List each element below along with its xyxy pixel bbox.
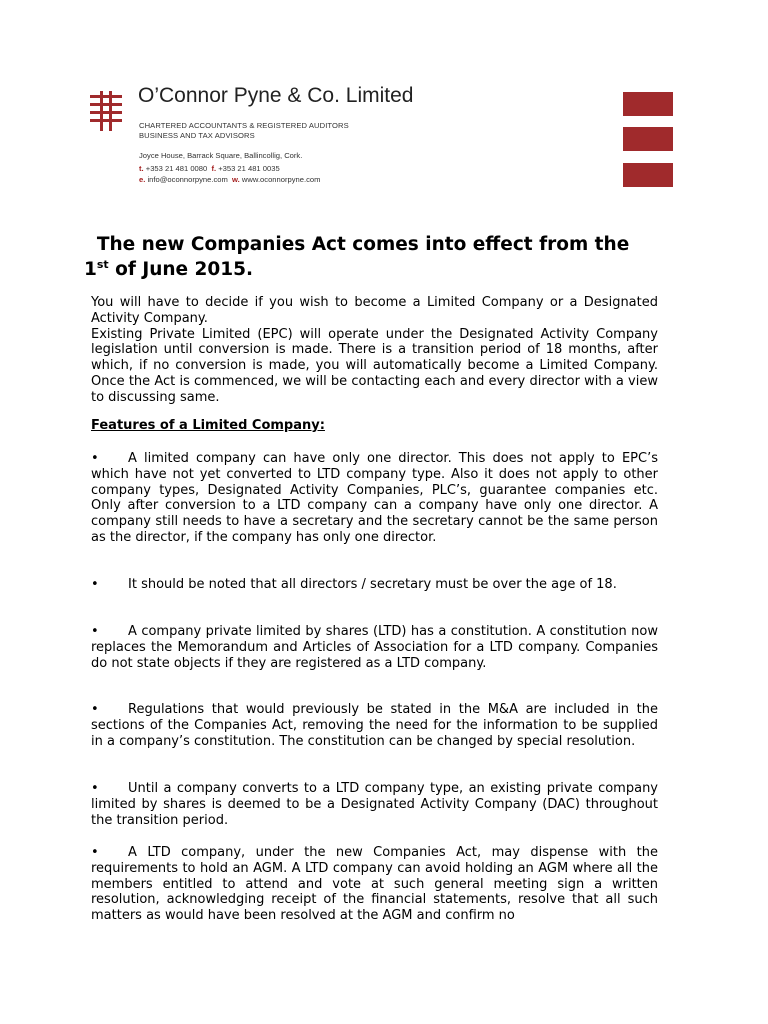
feature-text: A LTD company, under the new Companies Act, may dispense with the requirements to hold an AGM. A LTD company can avoid holding an AGM where all the members entitled to attend and vote at such general meeting sign a written resolution, acknowledging receipt of the financial statements, resolve that all such matters as would have been resolved at the AGM and confirm no [91, 845, 658, 924]
brand-square-top [623, 92, 673, 116]
phone-label: t. [139, 164, 144, 173]
web-label: w. [232, 175, 240, 184]
bullet-icon: • [91, 577, 99, 592]
feature-text: Regulations that would previously be stated in the M&A are included in the sections of the Companies Act, removing the need for the information to be supplied in a company’s constitution. The constitution can be changed by special resolution. [91, 702, 658, 749]
intro-paragraph-2: Existing Private Limited (EPC) will operate under the Designated Activity Company legislation until conversion is made. There is a transition period of 18 months, after which, if no conversion is made, you will automatically become a Limited Company. Once the Act is commenced, we will be contacting each and every director with a view to discussing same. [91, 326, 658, 405]
page-title [84, 232, 724, 282]
bullet-icon: • [91, 451, 99, 466]
feature-item [91, 781, 658, 828]
feature-item [91, 624, 658, 671]
email-label: e. [139, 175, 146, 184]
feature-text: A limited company can have only one director. This does not apply to EPC’s which have not yet converted to LTD company type. Also it does not apply to other company types, Designated Activity Companies, PLC’s, guarantee companies etc. Only after conversion to a LTD company can a company have only one director. A company still needs to have a secretary and the secretary cannot be the same person as the director, if the company has only one director. [91, 451, 658, 545]
feature-item [91, 577, 658, 593]
feature-item [91, 451, 658, 546]
bullet-icon: • [91, 702, 99, 717]
feature-text: A company private limited by shares (LTD) has a constitution. A constitution now replaces the Memorandum and Articles of Association for a LTD company. Companies do not state objects if they are registered as a LTD company. [91, 624, 658, 671]
email-link[interactable]: info@oconnorpyne.com [147, 175, 228, 184]
company-name: O’Connor Pyne & Co. Limited [138, 84, 414, 107]
bullet-icon: • [91, 624, 99, 639]
phone-fax-line [139, 164, 280, 173]
brand-square-bottom [623, 163, 673, 187]
title-line1: The new Companies Act comes into effect from the [96, 234, 630, 255]
tagline-accountants: CHARTERED ACCOUNTANTS & REGISTERED AUDITORS [139, 121, 349, 130]
intro-section [91, 295, 658, 406]
title-suffix: st [96, 258, 109, 271]
phone-number: +353 21 481 0080 [145, 164, 208, 173]
feature-text: It should be noted that all directors / secretary must be over the age of 18. [128, 577, 617, 592]
brand-square-middle [623, 127, 673, 151]
web-link[interactable]: www.oconnorpyne.com [241, 175, 321, 184]
fax-label: f. [211, 164, 217, 173]
tagline-advisors: BUSINESS AND TAX ADVISORS [139, 131, 255, 140]
bullet-icon: • [91, 781, 99, 796]
feature-text: Until a company converts to a LTD company type, an existing private company limited by shares is deemed to be a Designated Activity Company (DAC) throughout the transition period. [91, 781, 658, 828]
email-web-line [139, 175, 320, 184]
feature-item [91, 845, 658, 924]
bars-grid-logo-icon [90, 91, 122, 131]
feature-item [91, 702, 658, 749]
title-rest: of June 2015. [108, 259, 254, 280]
features-heading: Features of a Limited Company: [91, 418, 325, 433]
title-day: 1 [84, 259, 97, 280]
fax-number: +353 21 481 0035 [218, 164, 280, 173]
intro-paragraph-1: You will have to decide if you wish to become a Limited Company or a Designated Activity Company. [91, 295, 658, 326]
bullet-icon: • [91, 845, 99, 860]
address: Joyce House, Barrack Square, Ballincollig, Cork. [139, 151, 303, 160]
